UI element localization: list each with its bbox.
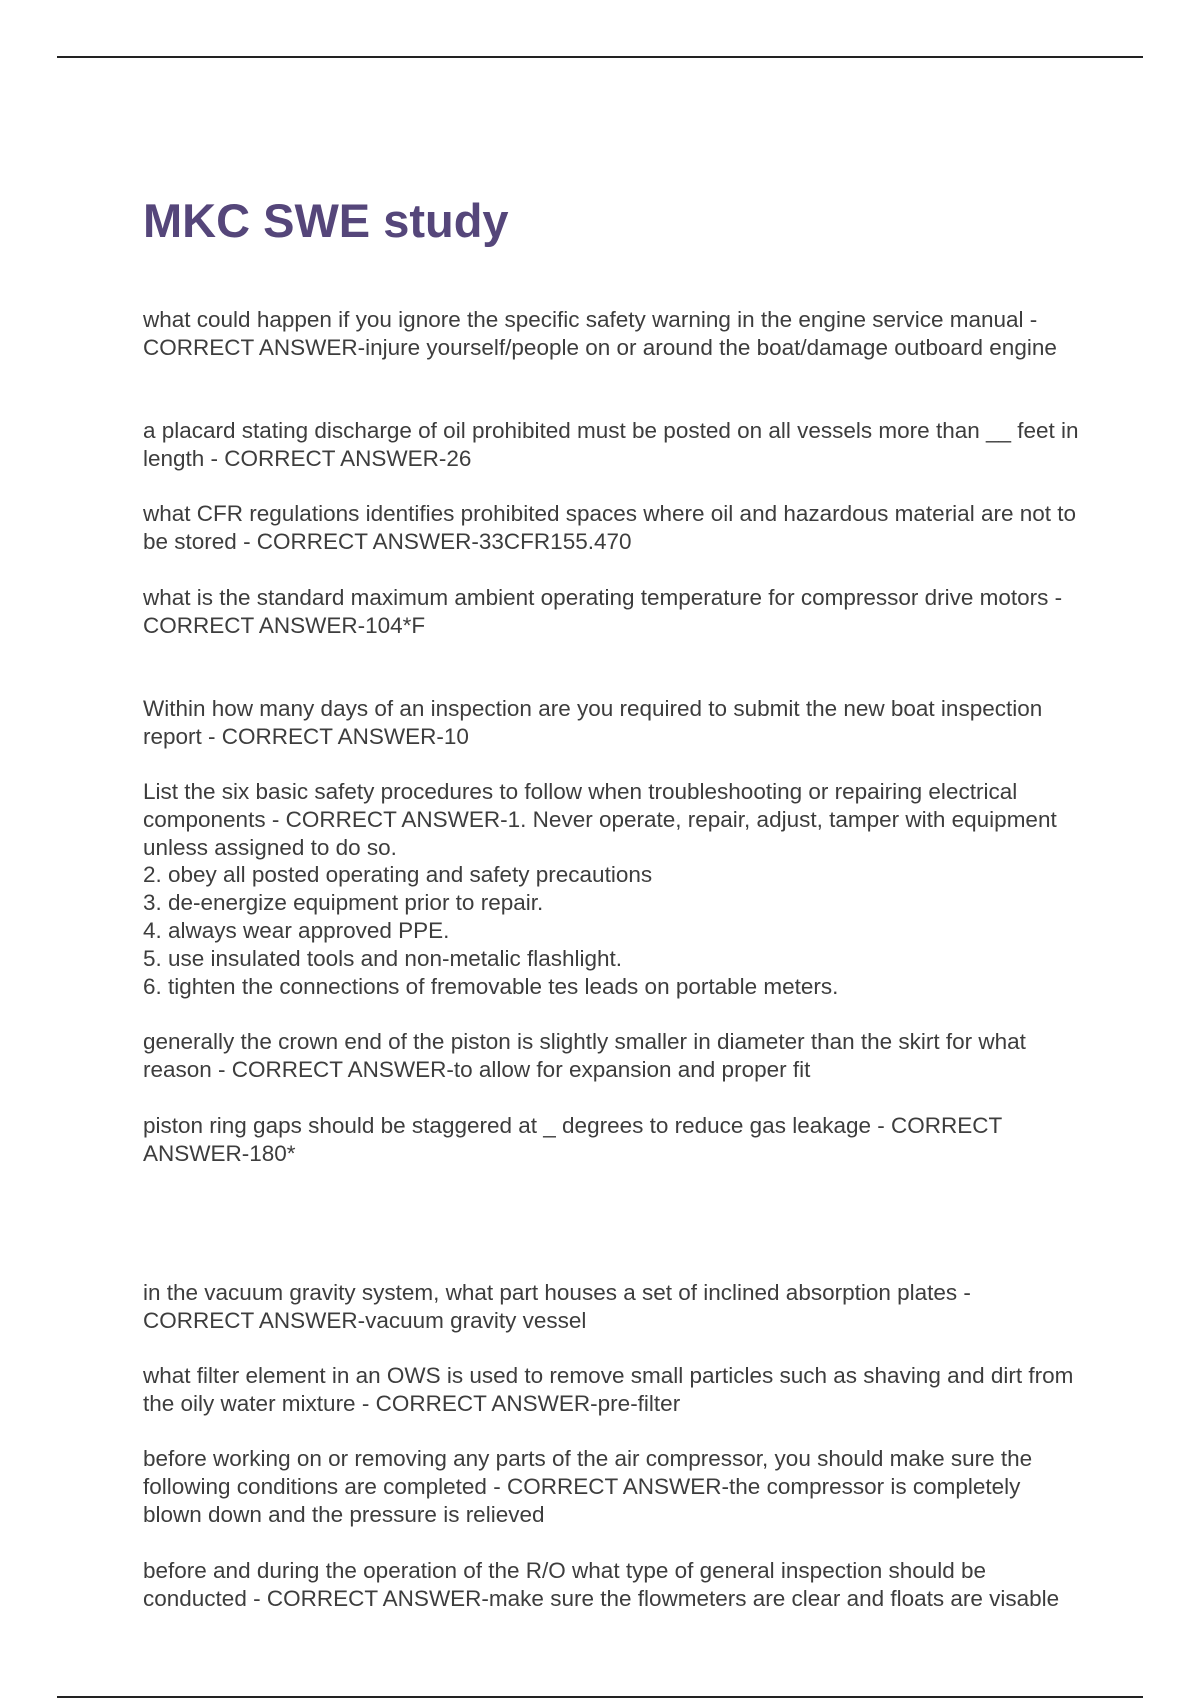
qa-item-10: what filter element in an OWS is used to remove small particles such as shaving and dirt from the oily water mixture - CORRECT ANSWER-pre-filter bbox=[143, 1363, 1074, 1416]
qa-item-7: generally the crown end of the piston is slightly smaller in diameter than the skirt for what reason - CORRECT ANSWER-to allow for expansion and proper fit bbox=[143, 1029, 1026, 1082]
qa-item-11: before working on or removing any parts of the air compressor, you should make sure the following conditions are completed - CORRECT ANSWER-the compressor is completely blown down and the pressure is relieved bbox=[143, 1446, 1033, 1527]
qa-item-6: List the six basic safety procedures to follow when troubleshooting or repairing electrical components - CORRECT ANSWER-1. Never operate, repair, adjust, tamper with equipment unless assigned to do so. 2. obey all posted operating and safety precautions 3. de-energize equipment prior to repair. 4. always wear approved PPE. 5. use insulated tools and non-metalic flashlight. 6. tighten the connections of fremovable tes leads on portable meters. bbox=[143, 779, 1057, 999]
qa-item-9: in the vacuum gravity system, what part houses a set of inclined absorption plates - CORRECT ANSWER-vacuum gravity vessel bbox=[143, 1280, 971, 1333]
qa-item-1: what could happen if you ignore the specific safety warning in the engine service manual - CORRECT ANSWER-injure yourself/people on or around the boat/damage outboard engine bbox=[143, 307, 1057, 360]
qa-item-4: what is the standard maximum ambient operating temperature for compressor drive motors - CORRECT ANSWER-104*F bbox=[143, 585, 1063, 638]
page-title: MKC SWE study bbox=[143, 194, 509, 247]
qa-item-12: before and during the operation of the R/O what type of general inspection should be conducted - CORRECT ANSWER-make sure the flowmeters are clear and floats are visable bbox=[143, 1558, 1060, 1611]
qa-item-8: piston ring gaps should be staggered at _ degrees to reduce gas leakage - CORRECT ANSWER-180* bbox=[143, 1113, 1002, 1166]
qa-item-5: Within how many days of an inspection are you required to submit the new boat inspection report - CORRECT ANSWER-10 bbox=[143, 696, 1043, 749]
qa-item-3: what CFR regulations identifies prohibited spaces where oil and hazardous material are not to be stored - CORRECT ANSWER-33CFR155.470 bbox=[143, 501, 1077, 554]
qa-item-2: a placard stating discharge of oil prohibited must be posted on all vessels more than __ feet in length - CORRECT ANSWER-26 bbox=[143, 418, 1079, 471]
bottom-divider bbox=[57, 1696, 1143, 1698]
top-divider bbox=[57, 56, 1143, 58]
